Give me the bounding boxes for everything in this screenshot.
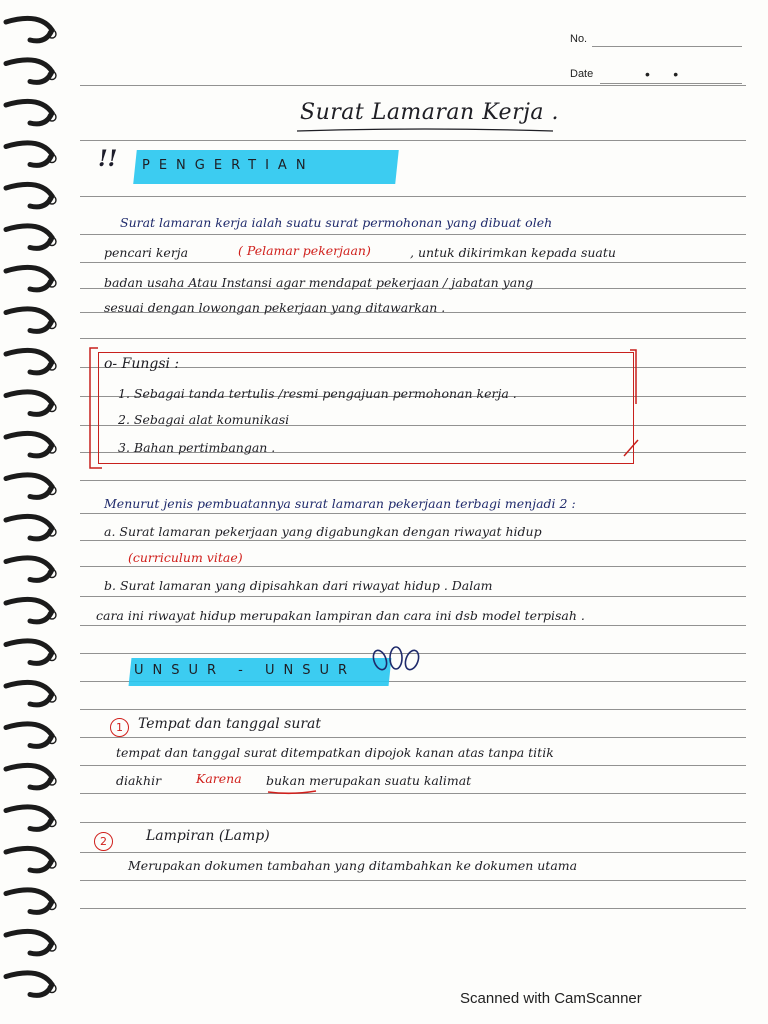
no-line (592, 46, 742, 47)
spiral-ring (6, 226, 52, 248)
section-heading-unsur: UNSUR - UNSUR (134, 663, 357, 678)
spiral-ring (6, 890, 52, 912)
important-marker: !! (98, 146, 118, 172)
jenis-intro: Menurut jenis pembuatannya surat lamaran pekerjaan terbagi menjadi 2 : (104, 496, 576, 511)
spiral-ring (6, 143, 52, 165)
section-heading-pengertian: PENGERTIAN (142, 158, 315, 173)
page-title: Surat Lamaran Kerja . (300, 100, 560, 125)
pengertian-line-1: Surat lamaran kerja ialah suatu surat permohonan yang dibuat oleh (120, 215, 553, 230)
unsur-1-line-2b: Karena (196, 771, 242, 786)
spiral-ring (6, 516, 52, 538)
spiral-ring (6, 973, 52, 995)
spiral-ring (6, 682, 52, 704)
scanner-watermark: Scanned with CamScanner (460, 990, 642, 1007)
no-label: No. (570, 33, 588, 45)
unsur-2-number: 2 (94, 832, 113, 851)
title-underline (295, 126, 555, 134)
pengertian-line-2c: , untuk dikirimkan kepada suatu (410, 245, 616, 260)
jenis-a-note: (curriculum vitae) (128, 550, 243, 565)
spiral-ring (6, 724, 52, 746)
jenis-b-line-2: cara ini riwayat hidup merupakan lampiran dan cara ini dsb model terpisah . (96, 608, 585, 623)
spiral-ring (6, 807, 52, 829)
spiral-ring (6, 475, 52, 497)
fungsi-item-3: 3. Bahan pertimbangan . (118, 440, 276, 455)
unsur-1-line-1: tempat dan tanggal surat ditempatkan dipojok kanan atas tanpa titik (116, 745, 554, 760)
unsur-1-line-2c: bukan merupakan suatu kalimat (266, 773, 472, 788)
spiral-ring (6, 641, 52, 663)
spiral-ring (6, 392, 52, 414)
fungsi-item-1: 1. Sebagai tanda tertulis /resmi pengajuan permohonan kerja . (118, 386, 517, 401)
spiral-ring (6, 60, 52, 82)
spiral-ring (6, 848, 52, 870)
jenis-b-line-1: b. Surat lamaran yang dipisahkan dari riwayat hidup . Dalam (104, 578, 493, 593)
pengertian-line-2a: pencari kerja (104, 245, 189, 260)
pengertian-line-3: badan usaha Atau Instansi agar mendapat pekerjaan / jabatan yang (104, 275, 534, 290)
spiral-ring (6, 350, 52, 372)
spiral-ring (6, 558, 52, 580)
pengertian-line-4: sesuai dengan lowongan pekerjaan yang ditawarkan . (104, 300, 446, 315)
jenis-a: a. Surat lamaran pekerjaan yang digabungkan dengan riwayat hidup (104, 524, 542, 539)
spiral-ring (6, 931, 52, 953)
doodle-leaves-icon (368, 640, 424, 676)
spiral-ring (6, 599, 52, 621)
pengertian-line-2b: ( Pelamar pekerjaan) (238, 243, 371, 258)
fungsi-item-2: 2. Sebagai alat komunikasi (118, 412, 290, 427)
spiral-ring (6, 765, 52, 787)
unsur-2-line-1: Merupakan dokumen tambahan yang ditambahkan ke dokumen utama (128, 858, 578, 873)
bukan-underline (266, 789, 318, 795)
unsur-2-title: Lampiran (Lamp) (146, 828, 270, 844)
unsur-1-number: 1 (110, 718, 129, 737)
spiral-ring (6, 433, 52, 455)
spiral-ring (6, 309, 52, 331)
date-line (600, 83, 742, 84)
spiral-ring (6, 184, 52, 206)
unsur-1-line-2a: diakhir (116, 773, 162, 788)
spiral-ring (6, 267, 52, 289)
unsur-1-title: Tempat dan tanggal surat (138, 716, 322, 732)
date-dots: • • (645, 66, 679, 82)
spiral-binding (0, 0, 70, 1024)
spiral-ring (6, 18, 52, 40)
spiral-ring (6, 101, 52, 123)
fungsi-label: o- Fungsi : (104, 356, 180, 372)
date-label: Date (570, 68, 594, 80)
